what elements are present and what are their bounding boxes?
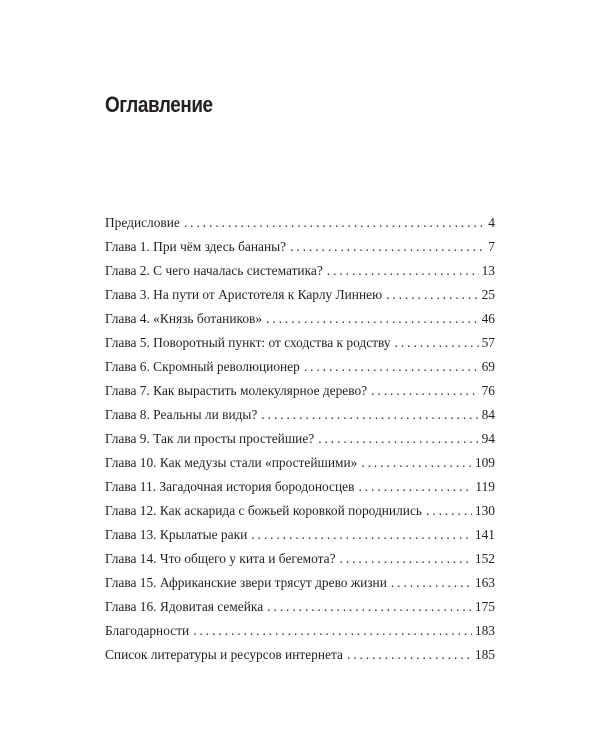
toc-entry-label: Список литературы и ресурсов интернета [105, 647, 343, 662]
toc-entry[interactable] [105, 307, 495, 331]
toc-entry[interactable] [105, 403, 495, 427]
toc-page-number: 13 [481, 263, 495, 278]
toc-entry[interactable] [105, 211, 495, 235]
toc-entry-label: Глава 1. При чём здесь бананы? [105, 239, 287, 254]
toc-page-number: 130 [474, 503, 495, 518]
toc-entry[interactable] [105, 379, 495, 403]
toc-entry[interactable] [105, 499, 495, 523]
toc-dot-leader [347, 643, 472, 667]
toc-page-number: 119 [475, 479, 495, 494]
toc-entry[interactable] [105, 331, 495, 355]
toc-entry[interactable] [105, 595, 495, 619]
toc-page-number: 84 [481, 407, 495, 422]
toc-entry-label: Глава 9. Так ли просты простейшие? [105, 431, 315, 446]
toc-dot-leader [391, 571, 472, 595]
toc-page-number: 57 [481, 335, 495, 350]
toc-entry[interactable] [105, 355, 495, 379]
toc-entry-label: Глава 16. Ядовитая семейка [105, 599, 264, 614]
toc-entry[interactable] [105, 523, 495, 547]
toc-dot-leader [395, 331, 479, 355]
toc-dot-leader [184, 211, 485, 235]
toc-dot-leader [266, 307, 479, 331]
page-title: Оглавление [105, 92, 213, 117]
toc-entry-label: Предисловие [105, 215, 180, 230]
toc-entry-label: Глава 10. Как медузы стали «простейшими» [105, 455, 358, 470]
toc-entry[interactable] [105, 235, 495, 259]
toc-entry-label: Глава 14. Что общего у кита и бегемота? [105, 551, 336, 566]
toc-dot-leader [361, 451, 472, 475]
toc-dot-leader [193, 619, 472, 643]
toc-entry[interactable] [105, 427, 495, 451]
toc-page-number: 76 [481, 383, 495, 398]
toc-entry-label: Глава 12. Как аскарида с божьей коровкой породнились [105, 503, 422, 518]
toc-page-number: 183 [474, 623, 495, 638]
toc-entry-label: Глава 15. Африканские звери трясут древо жизни [105, 575, 387, 590]
toc-dot-leader [426, 499, 472, 523]
toc-dot-leader [327, 259, 479, 283]
toc-entry-label: Глава 8. Реальны ли виды? [105, 407, 258, 422]
toc-page-number: 152 [474, 551, 495, 566]
toc-page-number: 163 [474, 575, 495, 590]
toc-page-number: 185 [474, 647, 495, 662]
toc-entry-label: Глава 5. Поворотный пункт: от сходства к родству [105, 335, 391, 350]
toc-page-number: 175 [474, 599, 495, 614]
toc-entry[interactable] [105, 619, 495, 643]
toc-dot-leader [371, 379, 478, 403]
toc-dot-leader [340, 547, 472, 571]
toc-entry[interactable] [105, 475, 495, 499]
toc-page-number: 7 [488, 239, 495, 254]
toc-entry-label: Глава 4. «Князь ботаников» [105, 311, 263, 326]
toc-dot-leader [261, 403, 478, 427]
toc-dot-leader [358, 475, 472, 499]
toc-dot-leader [386, 283, 479, 307]
toc-page-number: 69 [481, 359, 495, 374]
toc-dot-leader [251, 523, 472, 547]
toc-entry[interactable] [105, 571, 495, 595]
toc-dot-leader [290, 235, 485, 259]
toc-entry-label: Глава 7. Как вырастить молекулярное дерево? [105, 383, 368, 398]
toc-page-number: 94 [481, 431, 495, 446]
table-of-contents [105, 211, 495, 667]
toc-entry[interactable] [105, 643, 495, 667]
toc-dot-leader [318, 427, 478, 451]
toc-dot-leader [267, 595, 472, 619]
toc-entry[interactable] [105, 547, 495, 571]
toc-dot-leader [304, 355, 479, 379]
toc-page-number: 109 [474, 455, 495, 470]
toc-entry-label: Глава 6. Скромный революционер [105, 359, 300, 374]
toc-entry-label: Благодарности [105, 623, 190, 638]
toc-entry[interactable] [105, 451, 495, 475]
toc-entry-label: Глава 2. С чего началась систематика? [105, 263, 323, 278]
toc-page-number: 46 [481, 311, 495, 326]
toc-entry-label: Глава 11. Загадочная история бородоносцев [105, 479, 355, 494]
toc-page-number: 4 [488, 215, 495, 230]
toc-entry-label: Глава 13. Крылатые раки [105, 527, 248, 542]
toc-page-number: 25 [481, 287, 495, 302]
toc-entry[interactable] [105, 283, 495, 307]
toc-entry-label: Глава 3. На пути от Аристотеля к Карлу Линнею [105, 287, 383, 302]
toc-page-number: 141 [474, 527, 495, 542]
toc-entry[interactable] [105, 259, 495, 283]
